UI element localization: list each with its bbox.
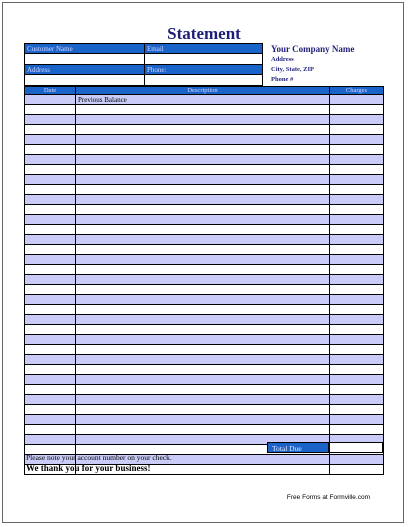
- table-row: [25, 275, 384, 285]
- table-row: [25, 255, 384, 265]
- description-cell[interactable]: [76, 405, 330, 415]
- column-header-date: Date: [25, 87, 76, 95]
- charges-cell[interactable]: [330, 275, 384, 285]
- charges-cell[interactable]: [330, 215, 384, 225]
- date-cell[interactable]: [25, 305, 76, 315]
- charges-cell[interactable]: [330, 415, 384, 425]
- customer-name-field[interactable]: [25, 54, 145, 65]
- account-note: Please note your account number on your check.: [26, 453, 172, 462]
- table-row: [25, 235, 384, 245]
- charges-cell[interactable]: [330, 95, 384, 105]
- company-info: [271, 44, 396, 85]
- phone-label: Phone:: [145, 65, 263, 75]
- table-row: [25, 115, 384, 125]
- charges-cell[interactable]: [330, 145, 384, 155]
- charges-cell[interactable]: [330, 265, 384, 275]
- description-cell[interactable]: [76, 235, 330, 245]
- description-cell[interactable]: [76, 265, 330, 275]
- charges-cell[interactable]: [330, 125, 384, 135]
- date-cell[interactable]: [25, 205, 76, 215]
- description-cell[interactable]: [76, 365, 330, 375]
- date-cell[interactable]: [25, 245, 76, 255]
- date-cell[interactable]: [25, 425, 76, 435]
- charges-cell[interactable]: [330, 235, 384, 245]
- charges-cell[interactable]: [330, 245, 384, 255]
- description-cell[interactable]: [76, 425, 330, 435]
- description-cell[interactable]: [76, 205, 330, 215]
- date-cell[interactable]: [25, 365, 76, 375]
- charges-cell[interactable]: [330, 105, 384, 115]
- charges-cell[interactable]: [330, 345, 384, 355]
- charges-cell[interactable]: [330, 135, 384, 145]
- total-due-label: Total Due: [267, 442, 329, 453]
- date-cell[interactable]: [25, 125, 76, 135]
- date-cell[interactable]: [25, 155, 76, 165]
- table-row: [25, 95, 384, 105]
- charges-cell[interactable]: [330, 185, 384, 195]
- description-cell[interactable]: [76, 165, 330, 175]
- date-cell[interactable]: [25, 175, 76, 185]
- date-cell[interactable]: [25, 235, 76, 245]
- date-cell[interactable]: [25, 355, 76, 365]
- charges-cell[interactable]: [330, 375, 384, 385]
- charges-cell[interactable]: [330, 385, 384, 395]
- table-row: [25, 195, 384, 205]
- description-cell[interactable]: [76, 375, 330, 385]
- total-due-field[interactable]: [329, 442, 383, 453]
- date-cell[interactable]: [25, 215, 76, 225]
- company-phone: Phone #: [271, 76, 294, 83]
- table-row: [25, 365, 384, 375]
- table-row: [25, 215, 384, 225]
- date-cell[interactable]: [25, 195, 76, 205]
- description-cell[interactable]: [76, 245, 330, 255]
- description-cell[interactable]: [76, 105, 330, 115]
- date-cell[interactable]: [25, 275, 76, 285]
- description-cell[interactable]: [76, 135, 330, 145]
- description-cell[interactable]: [76, 225, 330, 235]
- description-cell[interactable]: [76, 285, 330, 295]
- description-cell[interactable]: [76, 395, 330, 405]
- charges-cell[interactable]: [330, 205, 384, 215]
- description-cell[interactable]: [76, 125, 330, 135]
- statement-table: [24, 86, 384, 475]
- table-row: [25, 175, 384, 185]
- description-cell[interactable]: [76, 385, 330, 395]
- table-row: [25, 145, 384, 155]
- table-row: [25, 285, 384, 295]
- date-cell[interactable]: [25, 375, 76, 385]
- date-cell[interactable]: [25, 135, 76, 145]
- charges-cell[interactable]: [330, 285, 384, 295]
- charges-cell[interactable]: [330, 165, 384, 175]
- description-cell[interactable]: [76, 295, 330, 305]
- charges-cell[interactable]: [330, 305, 384, 315]
- charges-cell[interactable]: [330, 225, 384, 235]
- charges-cell[interactable]: [330, 425, 384, 435]
- table-row: [25, 325, 384, 335]
- charges-cell[interactable]: [330, 455, 384, 465]
- address-label: Address: [25, 65, 145, 75]
- date-cell[interactable]: [25, 225, 76, 235]
- customer-name-label: Customer Name: [25, 44, 145, 54]
- charges-cell[interactable]: [330, 365, 384, 375]
- date-cell[interactable]: [25, 315, 76, 325]
- table-row: [25, 155, 384, 165]
- charges-cell[interactable]: [330, 155, 384, 165]
- email-label: Email: [145, 44, 263, 54]
- date-cell[interactable]: [25, 385, 76, 395]
- table-row: [25, 375, 384, 385]
- customer-info-table: [24, 43, 263, 86]
- footer-credit: Free Forms at Formville.com: [286, 494, 370, 501]
- charges-cell[interactable]: [330, 195, 384, 205]
- charges-cell[interactable]: [330, 255, 384, 265]
- charges-cell[interactable]: [330, 115, 384, 125]
- table-row: [25, 385, 384, 395]
- company-city-state-zip: City, State, ZIP: [271, 66, 314, 73]
- table-row: [25, 355, 384, 365]
- column-header-charges: Charges: [330, 87, 384, 95]
- charges-cell[interactable]: [330, 395, 384, 405]
- description-cell[interactable]: [76, 335, 330, 345]
- charges-cell[interactable]: [330, 355, 384, 365]
- description-cell[interactable]: [76, 145, 330, 155]
- date-cell[interactable]: [25, 185, 76, 195]
- table-row: [25, 345, 384, 355]
- address-field[interactable]: [25, 75, 145, 86]
- description-cell[interactable]: [76, 315, 330, 325]
- charges-cell[interactable]: [330, 175, 384, 185]
- description-cell[interactable]: [76, 355, 330, 365]
- date-cell[interactable]: [25, 145, 76, 155]
- table-row: [25, 245, 384, 255]
- table-row: [25, 135, 384, 145]
- email-field[interactable]: [145, 54, 263, 65]
- date-cell[interactable]: [25, 285, 76, 295]
- table-row: [25, 335, 384, 345]
- description-cell[interactable]: [76, 175, 330, 185]
- description-cell[interactable]: [76, 215, 330, 225]
- table-row: [25, 185, 384, 195]
- table-row: [25, 295, 384, 305]
- table-row: [25, 105, 384, 115]
- description-cell[interactable]: [76, 195, 330, 205]
- date-cell[interactable]: [25, 115, 76, 125]
- thank-you-message: We thank you for your business!: [26, 463, 151, 473]
- table-row: [25, 125, 384, 135]
- column-header-description: Description: [76, 87, 330, 95]
- description-cell[interactable]: [76, 275, 330, 285]
- description-cell[interactable]: Previous Balance: [76, 95, 330, 105]
- description-cell[interactable]: [76, 115, 330, 125]
- date-cell[interactable]: [25, 395, 76, 405]
- description-cell[interactable]: [76, 185, 330, 195]
- date-cell[interactable]: [25, 335, 76, 345]
- company-name: Your Company Name: [271, 44, 355, 54]
- phone-field[interactable]: [145, 75, 263, 86]
- table-row: [25, 165, 384, 175]
- table-row: [25, 205, 384, 215]
- date-cell[interactable]: [25, 105, 76, 115]
- date-cell[interactable]: [25, 345, 76, 355]
- table-row: [25, 305, 384, 315]
- charges-cell[interactable]: [330, 335, 384, 345]
- date-cell[interactable]: [25, 255, 76, 265]
- charges-cell[interactable]: [330, 405, 384, 415]
- table-row: [25, 225, 384, 235]
- charges-cell[interactable]: [330, 295, 384, 305]
- date-cell[interactable]: [25, 265, 76, 275]
- description-cell[interactable]: [76, 155, 330, 165]
- description-cell[interactable]: [76, 345, 330, 355]
- description-cell[interactable]: [76, 325, 330, 335]
- page-title: Statement: [167, 24, 241, 43]
- date-cell[interactable]: [25, 435, 76, 445]
- charges-cell[interactable]: [330, 325, 384, 335]
- description-cell[interactable]: [76, 255, 330, 265]
- date-cell[interactable]: [25, 325, 76, 335]
- table-row: [25, 265, 384, 275]
- table-row: [25, 395, 384, 405]
- table-row: [25, 425, 384, 435]
- company-address: Address: [271, 56, 294, 63]
- date-cell[interactable]: [25, 405, 76, 415]
- charges-cell[interactable]: [330, 315, 384, 325]
- date-cell[interactable]: [25, 415, 76, 425]
- table-row: [25, 405, 384, 415]
- description-cell[interactable]: [76, 305, 330, 315]
- table-row: [25, 315, 384, 325]
- table-row: [25, 415, 384, 425]
- description-cell[interactable]: [76, 415, 330, 425]
- date-cell[interactable]: [25, 95, 76, 105]
- date-cell[interactable]: [25, 295, 76, 305]
- charges-cell[interactable]: [330, 465, 384, 475]
- date-cell[interactable]: [25, 165, 76, 175]
